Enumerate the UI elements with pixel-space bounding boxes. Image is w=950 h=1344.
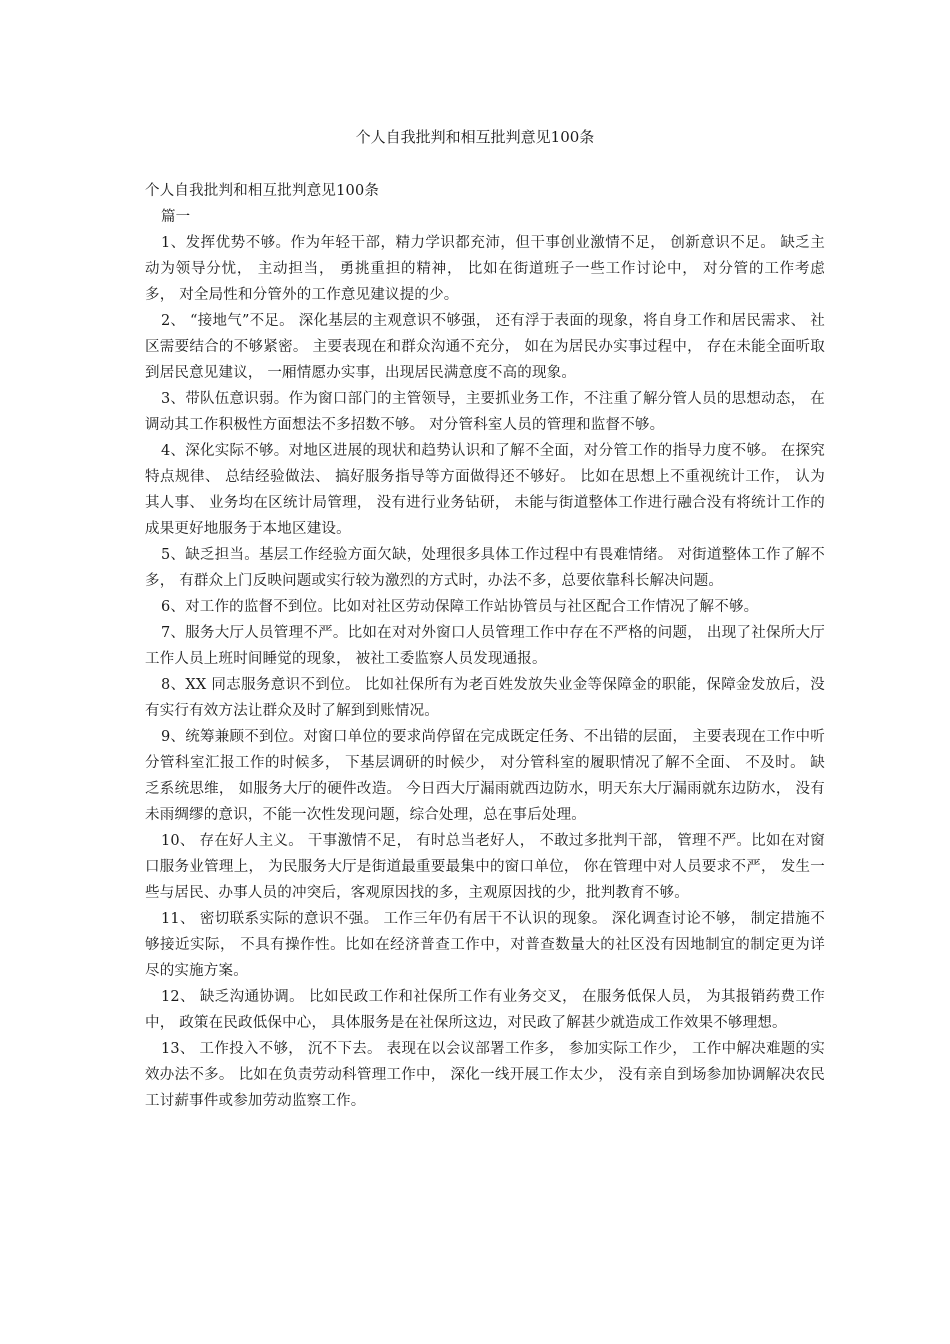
paragraph: 1、发挥优势不够。作为年轻干部，精力学识都充沛，但干事创业激情不足， 创新意识不足。 缺乏主动为领导分忧， 主动担当， 勇挑重担的精神， 比如在街道班子一些工作讨论中， 对分管的工作考虑多， 对全局性和分管外的工作意见建议提的少。 [145,235,825,303]
section-heading: 篇一 [160,209,191,225]
document-title: 个人自我批判和相互批判意见100条 [355,128,595,146]
paragraph: 7、服务大厅人员管理不严。比如在对对外窗口人员管理工作中存在不严格的问题， 出现了社保所大厅工作人员上班时间睡觉的现象， 被社工委监察人员发现通报。 [145,625,825,667]
paragraph: 12、 缺乏沟通协调。 比如民政工作和社保所工作有业务交叉， 在服务低保人员， 为其报销药费工作中， 政策在民政低保中心， 具体服务是在社保所这边，对民政了解甚少就造成工作效果不够理想。 [145,989,825,1031]
paragraph: 2、 “接地气”不足。 深化基层的主观意识不够强， 还有浮于表面的现象，将自身工作和居民需求、 社区需要结合的不够紧密。 主要表现在和群众沟通不充分， 如在为居民办实事过程中， 存在未能全面听取到居民意见建议， 一厢情愿办实事，出现居民满意度不高的现象。 [145,313,825,381]
paragraph: 8、XX 同志服务意识不到位。 比如社保所有为老百姓发放失业金等保障金的职能，保障金发放后，没有实行有效方法让群众及时了解到到账情况。 [145,677,825,719]
paragraph: 3、带队伍意识弱。作为窗口部门的主管领导，主要抓业务工作，不注重了解分管人员的思想动态， 在调动其工作积极性方面想法不多招数不够。 对分管科室人员的管理和监督不够。 [145,391,825,433]
paragraph: 10、 存在好人主义。 干事激情不足， 有时总当老好人， 不敢过多批判干部， 管理不严。比如在对窗口服务业管理上， 为民服务大厅是街道最重要最集中的窗口单位， 你在管理中对人员要求不严， 发生一些与居民、办事人员的冲突后，客观原因找的多，主观原因找的少，批判教育不够。 [145,833,825,901]
paragraph: 9、统筹兼顾不到位。对窗口单位的要求尚停留在完成既定任务、不出错的层面， 主要表现在工作中听分管科室汇报工作的时候多， 下基层调研的时候少， 对分管科室的履职情况了解不全面、 不及时。 缺乏系统思维， 如服务大厅的硬件改造。 今日西大厅漏雨就西边防水，明天东大厅漏雨就东边防水， 没有未雨绸缪的意识，不能一次性发现问题，综合处理，总在事后处理。 [145,729,825,823]
document-subtitle: 个人自我批判和相互批判意见100条 [145,183,380,199]
paragraph: 6、对工作的监督不到位。比如对社区劳动保障工作站协管员与社区配合工作情况了解不够。 [160,599,759,615]
paragraph: 11、 密切联系实际的意识不强。 工作三年仍有居干不认识的现象。 深化调查讨论不够， 制定措施不够接近实际， 不具有操作性。比如在经济普查工作中，对普查数量大的社区没有因地制宜的制定更为详尽的实施方案。 [145,911,825,979]
paragraph: 4、深化实际不够。对地区进展的现状和趋势认识和了解不全面，对分管工作的指导力度不够。 在探究特点规律、 总结经验做法、 搞好服务指导等方面做得还不够好。 比如在思想上不重视统计工作， 认为其人事、 业务均在区统计局管理， 没有进行业务钻研， 未能与街道整体工作进行融合没有将统计工作的成果更好地服务于本地区建设。 [145,443,825,537]
document-body [145,178,825,1114]
paragraph: 5、缺乏担当。基层工作经验方面欠缺，处理很多具体工作过程中有畏难情绪。 对街道整体工作了解不多， 有群众上门反映问题或实行较为激烈的方式时，办法不多，总要依靠科长解决问题。 [145,547,825,589]
paragraph: 13、 工作投入不够， 沉不下去。 表现在以会议部署工作多， 参加实际工作少， 工作中解决难题的实效办法不多。 比如在负责劳动科管理工作中， 深化一线开展工作太少， 没有亲自到场参加协调解决农民工讨薪事件或参加劳动监察工作。 [145,1041,825,1109]
